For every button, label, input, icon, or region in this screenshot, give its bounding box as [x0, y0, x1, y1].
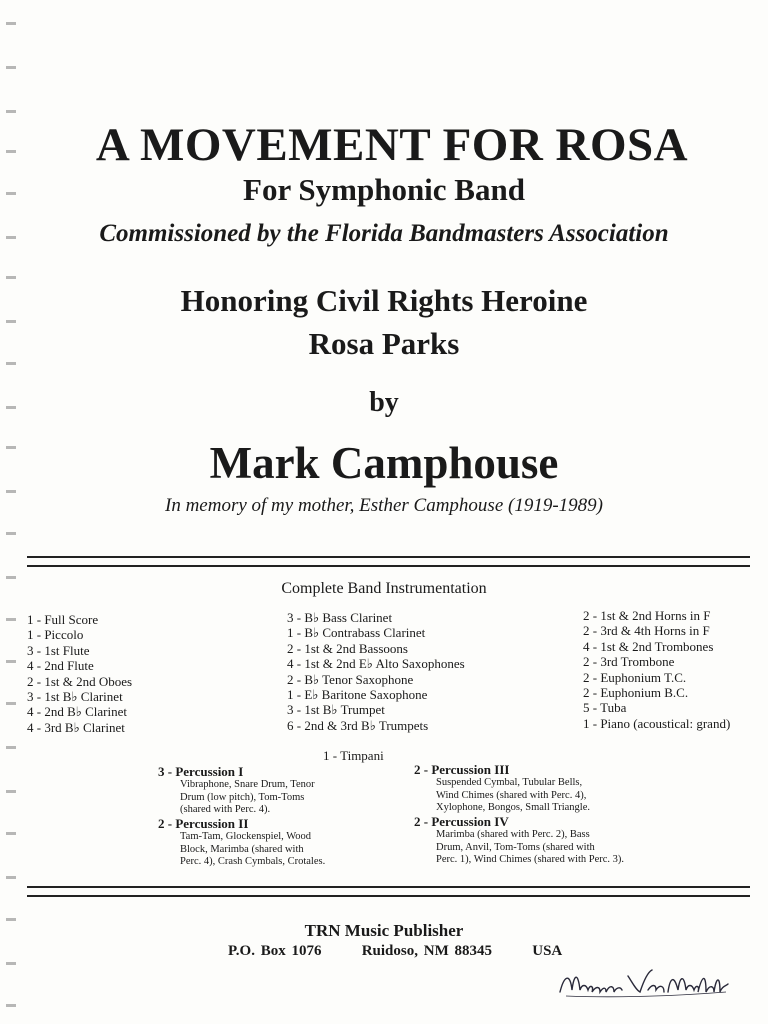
- divider-top-1: [27, 556, 750, 558]
- instrument-item: 3 - 1st B♭ Clarinet: [27, 688, 123, 704]
- instrument-item: 2 - 1st & 2nd Bassoons: [287, 640, 408, 656]
- honoring-line-1: Honoring Civil Rights Heroine: [180, 283, 588, 318]
- by-line: by: [369, 387, 399, 418]
- percussion-detail: (shared with Perc. 4).: [180, 804, 271, 815]
- percussion-detail: Perc. 1), Wind Chimes (shared with Perc. 3).: [436, 854, 625, 865]
- percussion-1: [158, 764, 315, 817]
- percussion-detail: Drum (low pitch), Tom-Toms: [180, 791, 305, 803]
- percussion-detail: Marimba (shared with Perc. 2), Bass: [436, 829, 590, 840]
- publisher-name: TRN Music Publisher: [304, 921, 464, 940]
- instrument-column-1: [27, 612, 132, 735]
- divider-top-2: [27, 565, 750, 567]
- subtitle: For Symphonic Band: [243, 172, 525, 207]
- po-box: P.O. Box 1076: [228, 943, 322, 959]
- city: Ruidoso, NM 88345: [361, 943, 492, 959]
- percussion-detail: Perc. 4), Crash Cymbals, Crotales.: [180, 856, 326, 867]
- timpani-item: 1 - Timpani: [323, 748, 384, 763]
- instrument-item: 2 - 3rd & 4th Horns in F: [583, 623, 710, 639]
- instrument-column-2: [287, 610, 465, 733]
- instrumentation-title: Complete Band Instrumentation: [281, 580, 487, 597]
- instrument-item: 3 - B♭ Bass Clarinet: [287, 610, 393, 625]
- publisher-address: [228, 943, 562, 960]
- percussion-3: [414, 762, 590, 815]
- instrument-item: 2 - Euphonium B.C.: [583, 684, 689, 700]
- percussion-detail: Wind Chimes (shared with Perc. 4),: [436, 789, 587, 801]
- percussion-title: 2 - Percussion IV: [414, 814, 509, 829]
- instrument-item: 4 - 2nd B♭ Clarinet: [27, 704, 128, 720]
- percussion-2: [158, 816, 325, 869]
- instrument-item: 2 - Euphonium T.C.: [583, 669, 687, 685]
- dedication: In memory of my mother, Esther Camphouse (1919-1989): [165, 495, 603, 516]
- percussion-detail: Suspended Cymbal, Tubular Bells,: [436, 777, 583, 788]
- instrument-item: 3 - 1st B♭ Trumpet: [287, 702, 385, 718]
- percussion-detail: Xylophone, Bongos, Small Triangle.: [436, 802, 591, 813]
- instrument-item: 2 - B♭ Tenor Saxophone: [287, 671, 414, 687]
- instrument-item: 2 - 1st & 2nd Oboes: [27, 673, 133, 689]
- percussion-detail: Vibraphone, Snare Drum, Tenor: [180, 779, 315, 790]
- instrument-item: 3 - 1st Flute: [27, 642, 90, 658]
- honoring-line-2: Rosa Parks: [308, 326, 460, 361]
- instrument-item: 1 - Piccolo: [27, 627, 84, 643]
- instrument-item: 4 - 2nd Flute: [27, 658, 94, 674]
- instrument-item: 4 - 1st & 2nd E♭ Alto Saxophones: [287, 656, 465, 672]
- page-title: A MOVEMENT FOR ROSA: [95, 119, 689, 171]
- commission-line: Commissioned by the Florida Bandmasters Association: [99, 220, 669, 247]
- country: USA: [532, 943, 563, 959]
- instrument-item: 2 - 3rd Trombone: [583, 654, 675, 670]
- percussion-title: 2 - Percussion III: [414, 762, 510, 777]
- composer-name: Mark Camphouse: [209, 438, 559, 488]
- percussion-title: 3 - Percussion I: [158, 764, 244, 779]
- instrument-item: 4 - 1st & 2nd Trombones: [583, 638, 714, 654]
- percussion-title: 2 - Percussion II: [158, 816, 249, 831]
- instrument-column-3: [583, 608, 730, 731]
- instrument-item: 6 - 2nd & 3rd B♭ Trumpets: [287, 717, 429, 733]
- percussion-4: [414, 814, 624, 867]
- handwritten-signature: [556, 962, 732, 1004]
- divider-bottom-2: [27, 895, 750, 897]
- divider-bottom-1: [27, 886, 750, 888]
- instrument-item: 2 - 1st & 2nd Horns in F: [583, 608, 711, 623]
- instrument-item: 1 - Piano (acoustical: grand): [583, 715, 731, 731]
- percussion-detail: Drum, Anvil, Tom-Toms (shared with: [436, 841, 595, 853]
- instrument-item: 5 - Tuba: [583, 700, 627, 716]
- percussion-detail: Block, Marimba (shared with: [180, 843, 304, 855]
- instrument-item: 1 - Full Score: [27, 612, 99, 627]
- instrument-item: 4 - 3rd B♭ Clarinet: [27, 719, 125, 735]
- instrument-item: 1 - B♭ Contrabass Clarinet: [287, 625, 426, 641]
- instrument-item: 1 - E♭ Baritone Saxophone: [287, 686, 428, 702]
- percussion-detail: Tam-Tam, Glockenspiel, Wood: [180, 831, 312, 842]
